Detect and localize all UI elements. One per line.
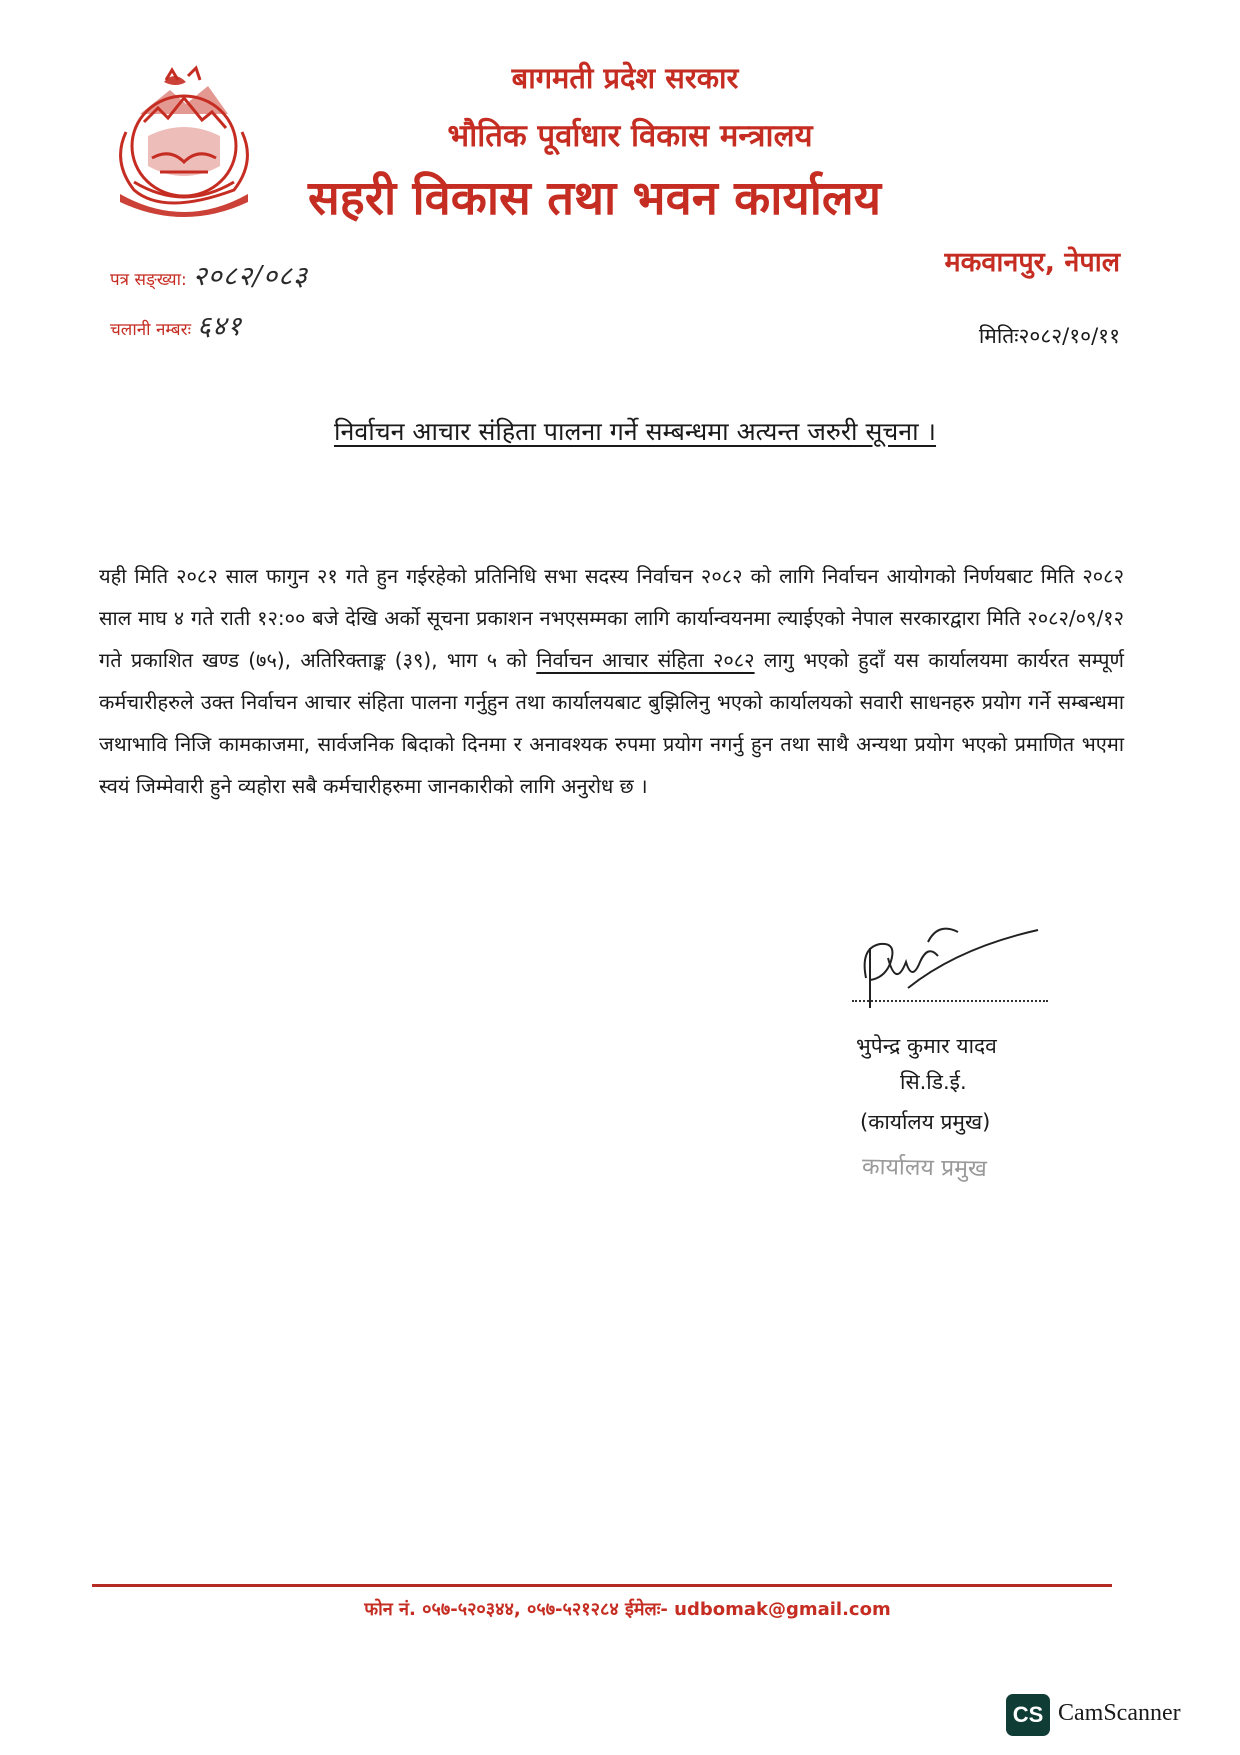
signatory-role: (कार्यालय प्रमुख) [860,1110,991,1134]
letter-date: मितिः२०८२/१०/११ [978,324,1120,348]
letter-number [110,256,308,293]
footer-contact: फोन नं. ०५७-५२०३४४, ०५७-५२१२८४ ईमेलः- udbomak@gmail.com [364,1599,891,1620]
letterhead-office: सहरी विकास तथा भवन कार्यालय [308,171,882,226]
dispatch-number [110,306,242,343]
signatory-name: भुपेन्द्र कुमार यादव [856,1034,997,1058]
body-part-1: यही मिति २०८२ साल फागुन २१ गते हुन गईरहेको प्रतिनिधि सभा सदस्य निर्वाचन २०८२ को लागि निर्वाचन आयोगको निर्णयबाट मिति २०८२ साल माघ ४ गते राती १२:०० बजे देखि अर्को सूचना प्रकाशन नभएसम्मका लागि कार्यान्वयनमा ल्याईएको नेपाल सरकारद्वारा मिति २०८२/०९/१२ गते प्रकाशित खण्ड (७५), अतिरिक्ताङ्क (३९), भाग ५ को [99,564,1124,672]
body-code-of-conduct-ref: निर्वाचन आचार संहिता २०८२ [536,648,755,672]
body-paragraph [99,555,1124,807]
camscanner-logo-icon: CS [1006,1694,1050,1736]
letter-number-label: पत्र सङ्ख्या: [110,270,187,290]
letter-number-value: २०८२/०८३ [192,261,309,292]
camscanner-label: CamScanner [1058,1700,1181,1726]
signature-dotted-line [852,1000,1048,1002]
letterhead-province: बागमती प्रदेश सरकार [511,61,739,95]
body-part-3: लागु भएको हुदाँ यस कार्यालयमा कार्यरत सम्पूर्ण कर्मचारीहरुले उक्त निर्वाचन आचार संहिता पालना गर्नुहुन तथा कार्यालयबाट बुझिलिनु भएको कार्यालयको सवारी साधनहरु प्रयोग गर्ने सम्बन्धमा जथाभावि निजि कामकाजमा, सार्वजनिक बिदाको दिनमा र अनावश्यक रुपमा प्रयोग नगर्नु हुन तथा साथै अन्यथा प्रयोग भएको प्रमाणित भएमा स्वयं जिम्मेवारी हुने व्यहोरा सबै कर्मचारीहरुमा जानकारीको लागि अनुरोध छ । [99,648,1125,798]
subject-heading: निर्वाचन आचार संहिता पालना गर्ने सम्बन्धमा अत्यन्त जरुरी सूचना । [333,417,937,446]
office-stamp: कार्यालय प्रमुख [861,1153,988,1183]
footer-divider [92,1584,1112,1587]
dispatch-number-value: ६४१ [197,311,243,342]
letterhead-location: मकवानपुर, नेपाल [944,247,1120,278]
signatory-designation: सि.डि.ई. [900,1070,967,1094]
letterhead-ministry: भौतिक पूर्वाधार विकास मन्त्रालय [447,118,813,154]
dispatch-number-label: चलानी नम्बरः [110,320,192,340]
signature-icon [848,918,1048,1028]
